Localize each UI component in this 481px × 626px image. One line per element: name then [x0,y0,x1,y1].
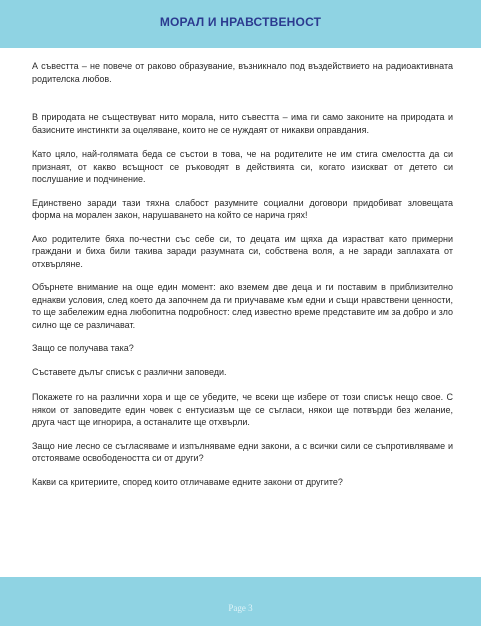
paragraph: Какви са критериите, според които отличаваме едните закони от другите? [32,476,343,487]
page-title: МОРАЛ И НРАВСТВЕНОСТ [159,15,322,29]
footer-band [0,577,481,626]
paragraph: Защо ние лесно се съгласяваме и изпълняваме едни закони, а с всички сили се съпротивляваме и отстояваме освободеността си от други? [32,440,453,463]
paragraph: Покажете го на различни хора и ще се убедите, че всеки ще избере от този списък нещо свое. С някои от заповедите един човек с ентусиазъм ще се съгласи, някои ще потвърди без желание, друга част ще игнорира, а останалите ще отхвърли. [32,392,453,427]
paragraph: Като цяло, най-голямата беда се състои в това, че на родителите не им стига смелостта да си признаят, от какво всъщност се ръководят в действията си, когато изискват от детето си послушание и подчинение. [32,149,453,184]
document-body [32,60,453,488]
paragraph: Съставете дълъг списък с различни заповеди. [32,366,227,377]
paragraph: Ако родителите бяха по-честни със себе си, то децата им щяха да израстват като примерни граждани и биха били такива заради разумната си, собствена воля, а не заради заплахата от отхвърляне. [32,233,453,269]
paragraph: А съвестта – не повече от раково образувание, възникнало под въздействието на радиоактивната родителска любов. [32,61,453,84]
page-number: Page 3 [228,603,253,613]
paragraph: Единствено заради тази тяхна слабост разумните социални договори придобиват зловещата форма на морален закон, нарушаването на който се нарича грях! [32,197,453,220]
paragraph: Защо се получава така? [32,343,134,353]
paragraph: В природата не съществуват нито морала, нито съвестта – има ги само законите на природата и базисните инстинкти за оцеляване, които не се нуждаят от никакви оправдания. [32,112,453,135]
paragraph: Обърнете внимание на още един момент: ако вземем две деца и ги поставим в приблизително еднакви условия, след което да започнем да ги приучаваме към едни и същи нравствени ценности, то ще забележим една любопитна подробност: след известно време представите им за добро и зло силно ще се различават. [32,282,453,330]
